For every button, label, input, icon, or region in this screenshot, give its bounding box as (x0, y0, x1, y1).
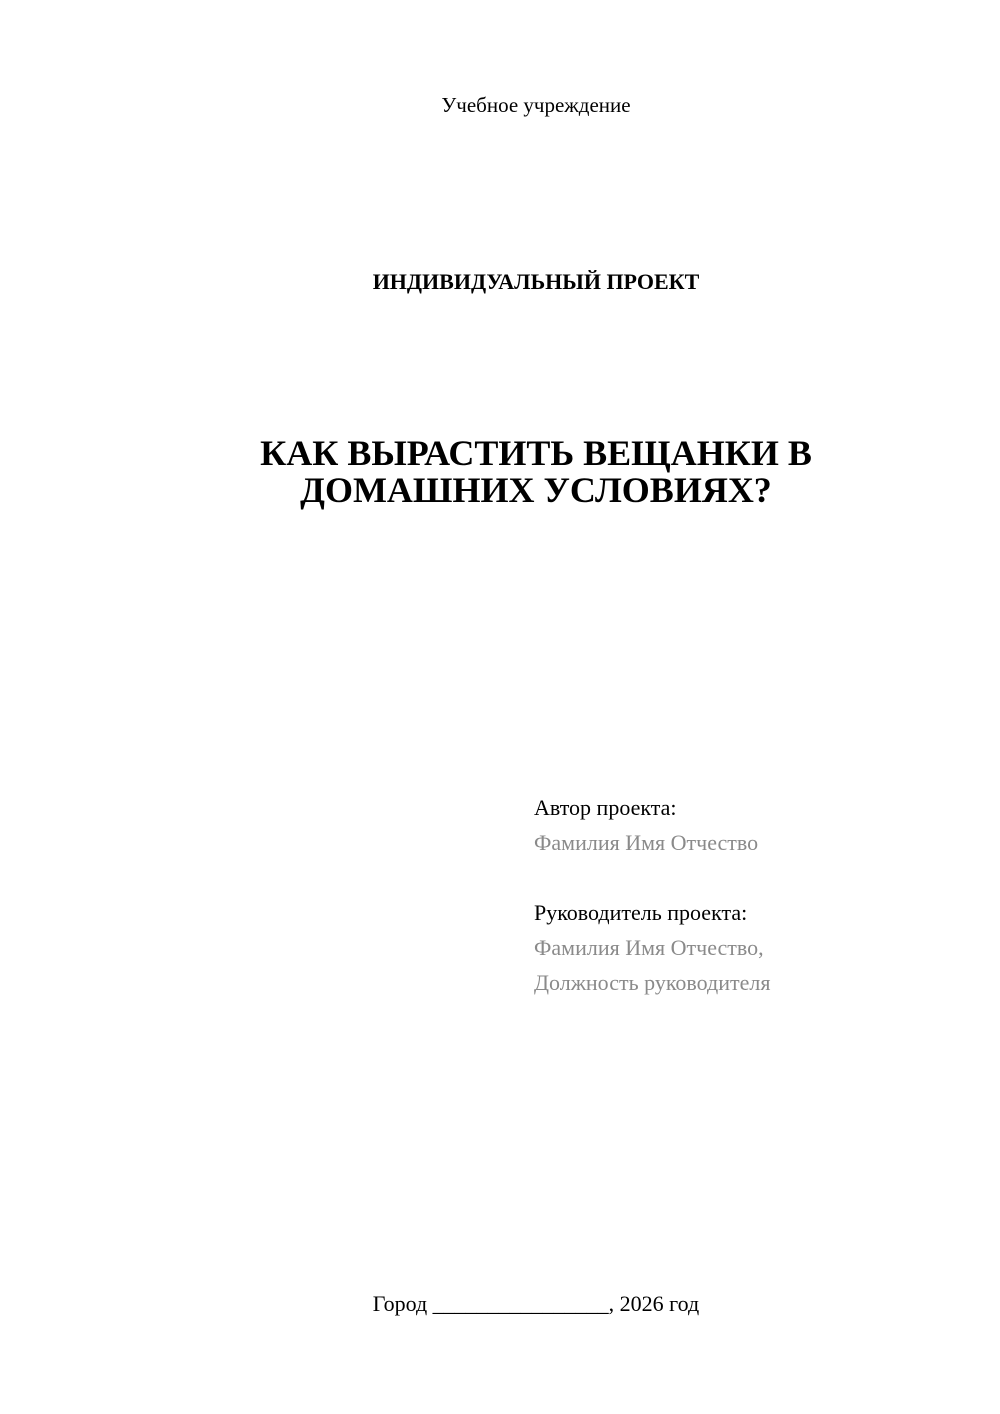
supervisor-name: Фамилия Имя Отчество, (534, 935, 764, 960)
city-year-line: Город ________________, 2026 год (372, 1291, 700, 1316)
author-name: Фамилия Имя Отчество (534, 830, 759, 855)
author-label: Автор проекта: (534, 795, 677, 820)
document-type: ИНДИВИДУАЛЬНЫЙ ПРОЕКТ (372, 269, 700, 294)
institution-name: Учебное учреждение (441, 93, 631, 117)
project-title-line-1: КАК ВЫРАСТИТЬ ВЕЩАНКИ В (260, 433, 812, 473)
supervisor-position: Должность руководителя (534, 970, 771, 995)
project-title (200, 435, 872, 509)
credits-block (534, 790, 974, 1000)
credits-spacer (534, 860, 974, 895)
supervisor-label: Руководитель проекта: (534, 900, 748, 925)
project-title-line-2: ДОМАШНИХ УСЛОВИЯХ? (300, 470, 772, 510)
